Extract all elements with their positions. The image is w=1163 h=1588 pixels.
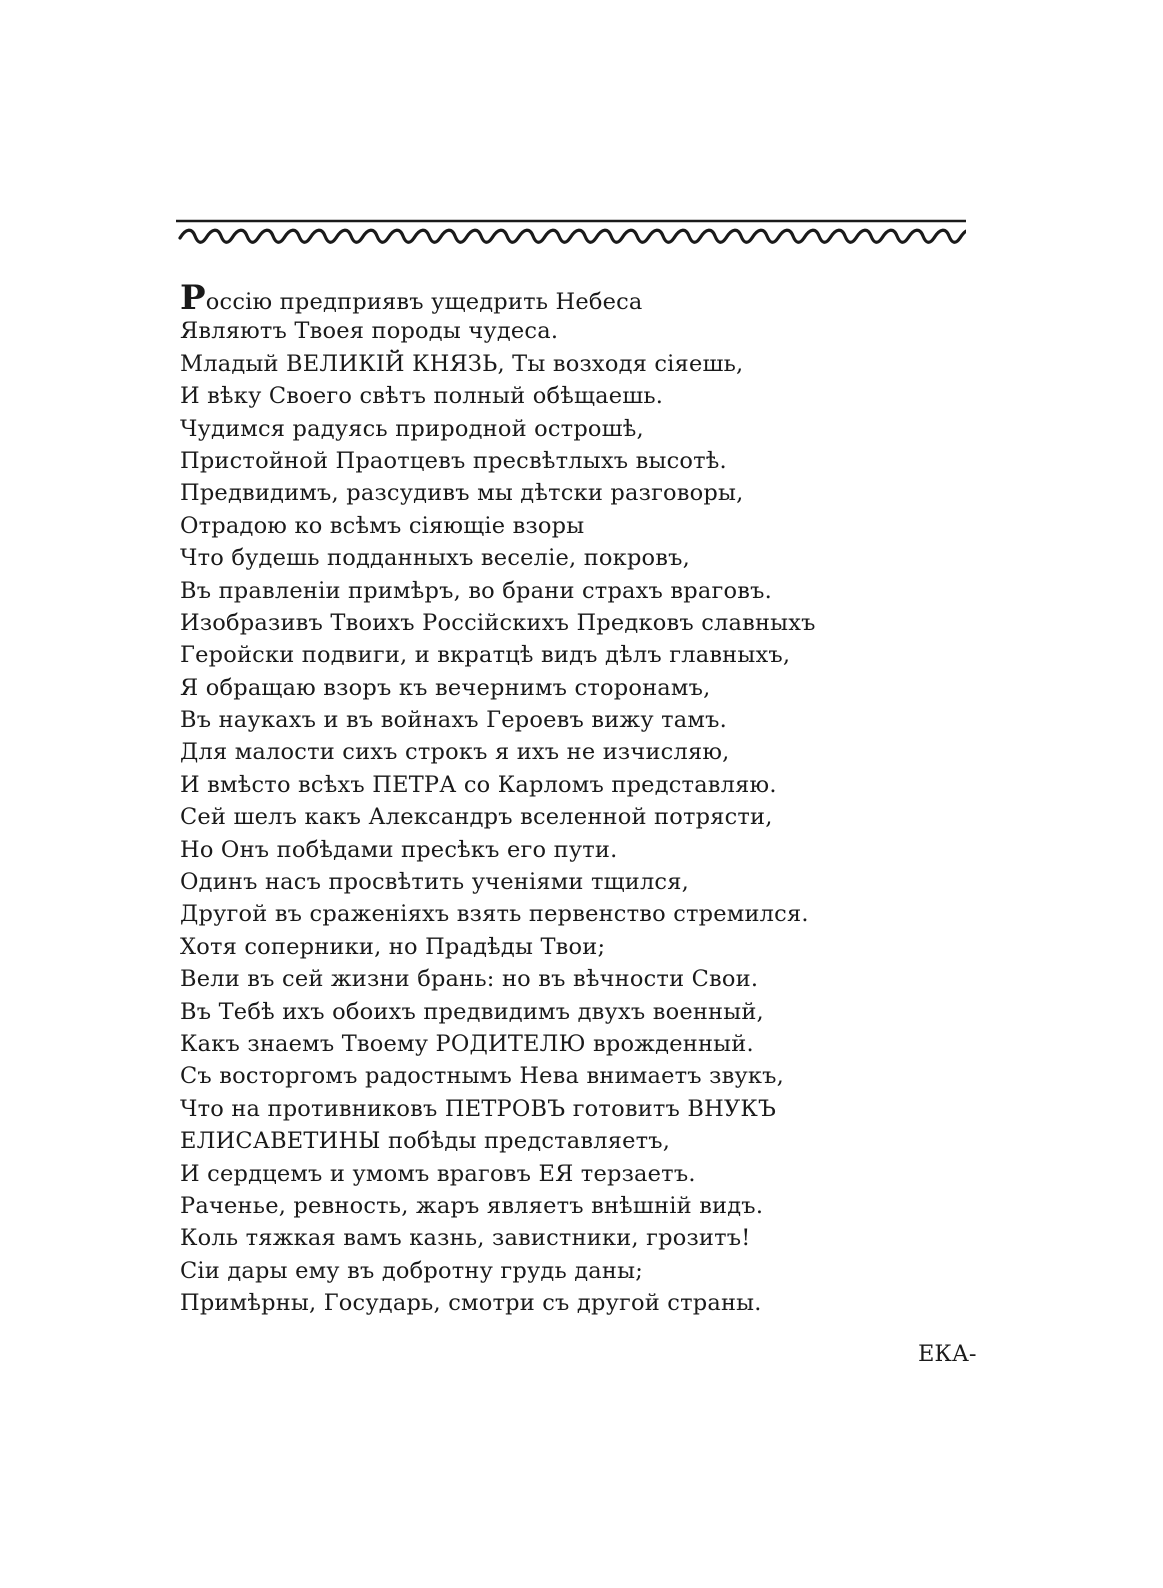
poem-line: Какъ знаемъ Твоему РОДИТЕЛЮ врожденный. (180, 1030, 754, 1057)
poem-line: Сіи дары ему въ добротну грудь даны; (180, 1257, 644, 1284)
poem-line: Изобразивъ Твоихъ Россійскихъ Предковъ славныхъ (180, 609, 816, 636)
poem-line: Пристойной Праотцевъ пресвѣтлыхъ высотѣ. (180, 447, 727, 474)
poem-line: Что будешь подданныхъ веселіе, покровъ, (180, 545, 691, 572)
poem-line: И сердцемъ и умомъ враговъ ЕЯ терзаетъ. (180, 1160, 696, 1187)
poem-line: Младый ВЕЛИКІЙ КНЯЗЬ, Ты возходя сіяешь, (180, 350, 744, 377)
poem-line: Я обращаю взоръ къ вечернимъ сторонамъ, (180, 674, 711, 701)
poem-line: Отрадою ко всѣмъ сіяющіе взоры (180, 512, 585, 539)
poem-line: ЕЛИСАВЕТИНЫ побѣды представляетъ, (180, 1128, 671, 1155)
ornamental-border (176, 218, 966, 248)
poem-line: Примѣрны, Государь, смотри съ другой страны. (180, 1290, 762, 1317)
poem-line: Вели въ сей жизни брань: но въ вѣчности Свои. (180, 966, 759, 993)
poem-line: И вмѣсто всѣхъ ПЕТРА со Карломъ представляю. (180, 771, 777, 798)
drop-initial: Р (180, 278, 206, 318)
poem-line: Раченье, ревность, жаръ являетъ внѣшній видъ. (180, 1192, 764, 1219)
first-line-text: оссію предприявъ ущедрить Небеса (205, 289, 643, 315)
poem-line: Чудимся радуясь природной острошѣ, (180, 415, 644, 442)
poem-line: Одинъ насъ просвѣтить ученіями тщился, (180, 869, 689, 896)
poem-text (180, 278, 900, 1320)
poem-line: Въ правленіи примѣръ, во брани страхъ враговъ. (180, 577, 772, 604)
poem-line: Предвидимъ, разсудивъ мы дѣтски разговоры, (180, 480, 744, 507)
poem-line: Являютъ Твоея породы чудеса. (180, 318, 559, 345)
poem-line: Хотя соперники, но Прадѣды Твои; (180, 933, 606, 960)
poem-line: Въ наукахъ и въ войнахъ Героевъ вижу тамъ. (180, 707, 727, 734)
poem-line: Съ восторгомъ радостнымъ Нева внимаетъ звукъ, (180, 1063, 785, 1090)
poem-line: Въ Тебѣ ихъ обоихъ предвидимъ двухъ военный, (180, 998, 764, 1025)
poem-line: Другой въ сраженіяхъ взять первенство стремился. (180, 901, 809, 928)
poem-line: Что на противниковъ ПЕТРОВЪ готовитъ ВНУКЪ (180, 1095, 777, 1122)
poem-line: И вѣку Своего свѣтъ полный обѣщаешь. (180, 383, 664, 410)
poem-line: Для малости сихъ строкъ я ихъ не изчисляю, (180, 739, 730, 766)
poem-line (180, 278, 900, 318)
poem-line: Но Онъ побѣдами пресѣкъ его пути. (180, 836, 618, 863)
poem-line: Коль тяжкая вамъ казнь, завистники, грозитъ! (180, 1225, 751, 1252)
poem-line: Геройски подвиги, и вкратцѣ видъ дѣлъ главныхъ, (180, 642, 791, 669)
poem-line: Сей шелъ какъ Александръ вселенной потрясти, (180, 804, 773, 831)
catchword: ЕКА- (918, 1341, 977, 1367)
